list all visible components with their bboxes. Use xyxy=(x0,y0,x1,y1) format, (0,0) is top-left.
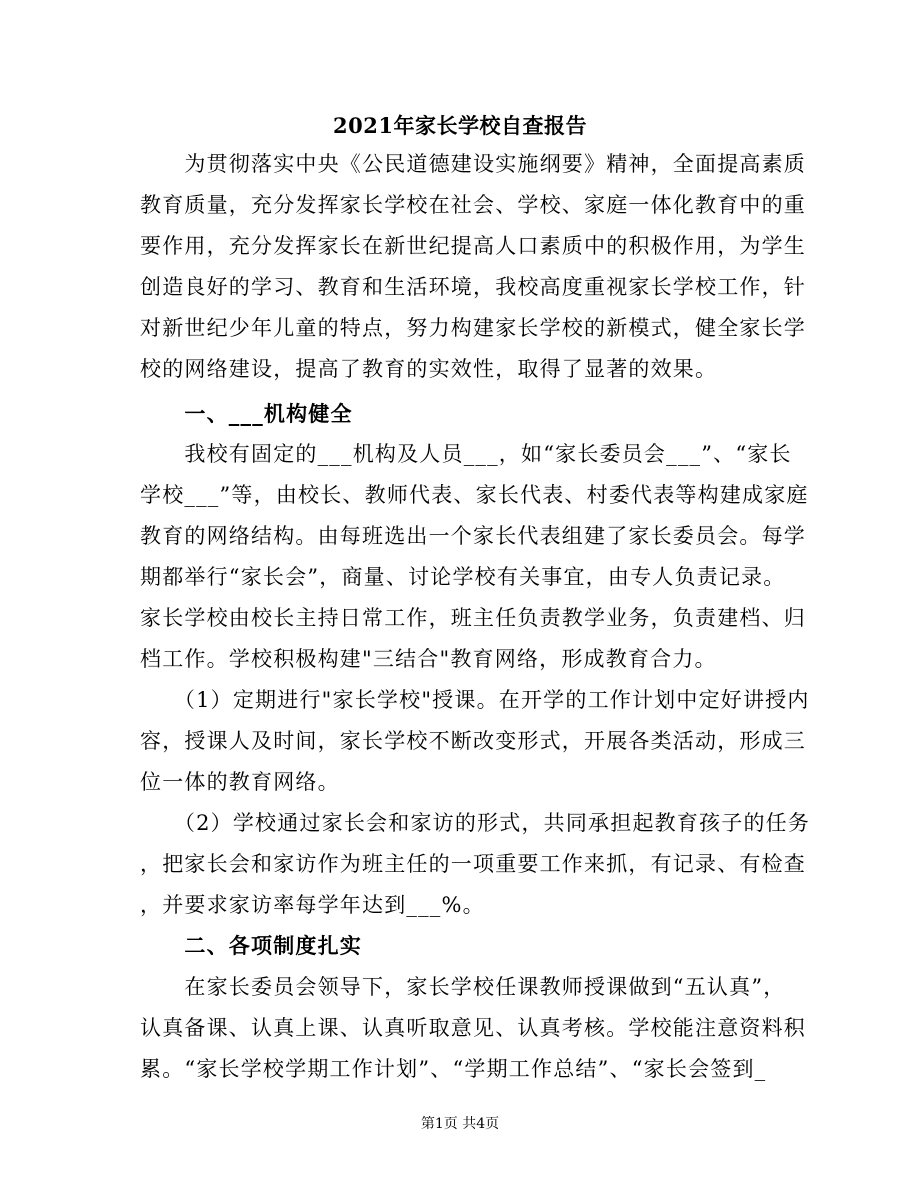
body-line: 在家长委员会领导下，家长学校任课教师授课做到“五认真”， xyxy=(140,975,786,999)
body-line: 家长学校由校长主持日常工作，班主任负责教学业务，负责建档、归 xyxy=(140,606,806,630)
page-footer: 第1页 共4页 xyxy=(420,1116,500,1132)
body-line: ，并要求家访率每学年达到___%。 xyxy=(140,893,485,917)
body-line: 期都举行“家长会”，商量、讨论学校有关事宜，由专人负责记录。 xyxy=(140,565,786,589)
body-line: 学校___”等，由校长、教师代表、家长代表、村委代表等构建成家庭 xyxy=(140,483,809,507)
body-line: （2）学校通过家长会和家访的形式，共同承担起教育孩子的任务 xyxy=(140,811,811,835)
body-line: 容，授课人及时间，家长学校不断改变形式，开展各类活动，形成三 xyxy=(140,729,806,753)
body-line: 对新世纪少年儿童的特点，努力构建家长学校的新模式，健全家长学 xyxy=(140,316,806,340)
body-line: 认真备课、认真上课、认真听取意见、认真考核。学校能注意资料积 xyxy=(140,1016,806,1040)
body-line: 位一体的教育网络。 xyxy=(140,770,340,794)
section-heading-1: 一、___机构健全 xyxy=(140,401,353,426)
section-heading-2: 二、各项制度扎实 xyxy=(140,933,362,958)
body-line: 累。“家长学校学期工作计划”、“学期工作总结”、“家长会签到_ xyxy=(140,1057,767,1081)
document-title: 2021年家长学校自查报告 xyxy=(333,113,587,138)
body-line: 我校有固定的___机构及人员___，如“家长委员会___”、“家长 xyxy=(140,442,792,466)
body-line: （1）定期进行"家长学校"授课。在开学的工作计划中定好讲授内 xyxy=(140,688,810,712)
body-line: 教育质量，充分发挥家长学校在社会、学校、家庭一体化教育中的重 xyxy=(140,193,806,217)
body-line: 档工作。学校积极构建"三结合"教育网络，形成教育合力。 xyxy=(140,647,717,671)
body-line: 教育的网络结构。由每班选出一个家长代表组建了家长委员会。每学 xyxy=(140,524,806,548)
body-line: 要作用，充分发挥家长在新世纪提高人口素质中的积极作用，为学生 xyxy=(140,234,806,258)
body-line: 校的网络建设，提高了教育的实效性，取得了显著的效果。 xyxy=(140,357,718,381)
body-line: 为贯彻落实中央《公民道德建设实施纲要》精神，全面提高素质 xyxy=(140,152,806,176)
body-line: ，把家长会和家访作为班主任的一项重要工作来抓，有记录、有检查 xyxy=(140,852,806,876)
body-line: 创造良好的学习、教育和生活环境，我校高度重视家长学校工作，针 xyxy=(140,275,806,299)
